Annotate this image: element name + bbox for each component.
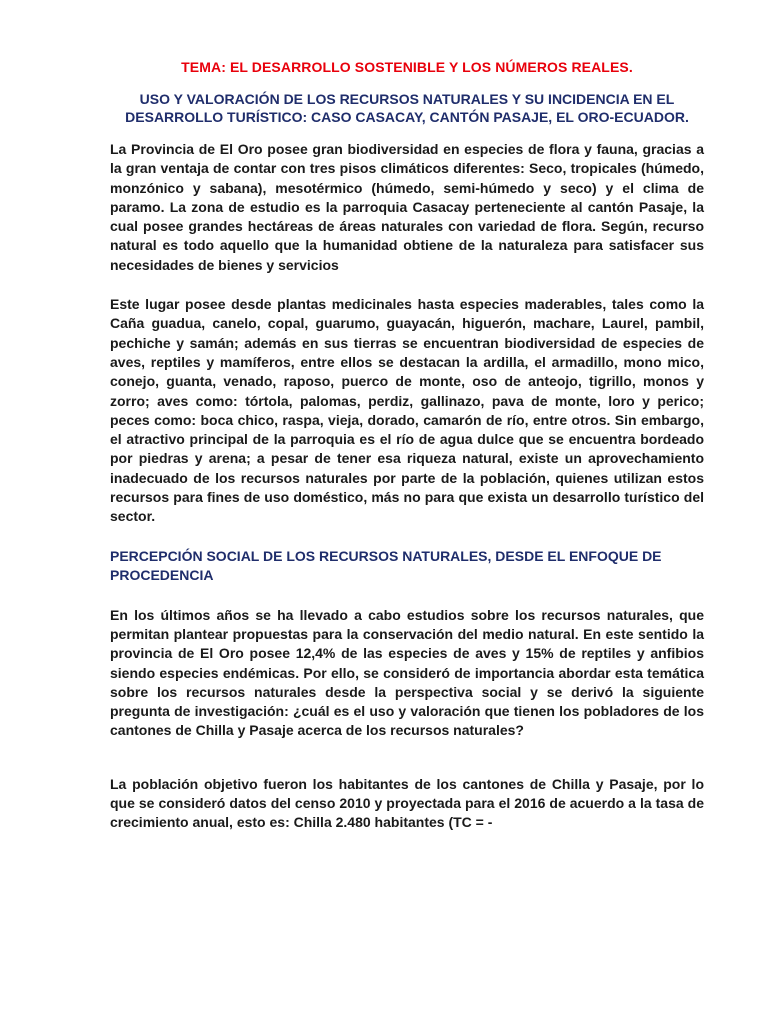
document-title: TEMA: EL DESARROLLO SOSTENIBLE Y LOS NÚMEROS REALES.	[181, 59, 633, 75]
document-page	[110, 58, 704, 833]
paragraph-species: Este lugar posee desde plantas medicinales hasta especies maderables, tales como la Caña guadua, canelo, copal, guarumo, guayacán, higuerón, machare, Laurel, pambil, pechiche y samán; además en sus tierras se encuentran biodiversidad de especies de aves, reptiles y mamíferos, entre ellos se destacan la ardilla, el armadillo, mono mico, conejo, guanta, venado, raposo, puerco de monte, oso de anteojo, tigrillo, monos y zorro; aves como: tórtola, palomas, perdiz, gallinazo, pava de monte, loro y perico; peces como: boca chico, raspa, vieja, dorado, camarón de río, entre otros. Sin embargo, el atractivo principal de la parroquia es el río de agua dulce que se encuentra bordeado por piedras y arena; a pesar de tener esa riqueza natural, existe un aprovechamiento inadecuado de los recursos naturales por parte de la población, quienes utilizan estos recursos para fines de uso doméstico, más no para que exista un desarrollo turístico del sector.	[110, 296, 704, 525]
paragraph-flora-fauna: La Provincia de El Oro posee gran biodiversidad en especies de flora y fauna, gracias a la gran ventaja de contar con tres pisos climáticos diferentes: Seco, tropicales (húmedo, monzónico y sabana), mesotérmico (húmedo, semi-húmedo y seco) y el clima de paramo. La zona de estudio es la parroquia Casacay perteneciente al cantón Pasaje, la cual posee grandes hectáreas de áreas naturales con variedad de flora. Según, recurso natural es todo aquello que la humanidad obtiene de la naturaleza para satisfacer sus necesidades de bienes y servicios	[110, 141, 704, 273]
paragraph-poblacion: La población objetivo fueron los habitantes de los cantones de Chilla y Pasaje, por lo que se consideró datos del censo 2010 y proyectada para el 2016 de acuerdo a la tasa de crecimiento anual, esto es: Chilla 2.480 habitantes (TC = -	[110, 775, 704, 831]
section-heading-percepcion: PERCEPCIÓN SOCIAL DE LOS RECURSOS NATURALES, DESDE EL ENFOQUE DE PROCEDENCIA	[110, 547, 662, 584]
document-subtitle: USO Y VALORACIÓN DE LOS RECURSOS NATURALES Y SU INCIDENCIA EN EL DESARROLLO TURÍSTICO: CASO CASACAY, CANTÓN PASAJE, EL ORO-ECUADOR.	[125, 91, 689, 125]
paragraph-estudios: En los últimos años se ha llevado a cabo estudios sobre los recursos naturales, que permitan plantear propuestas para la conservación del medio natural. En este sentido la provincia de El Oro posee 12,4% de las especies de aves y 15% de reptiles y anfibios siendo especies endémicas. Por ello, se consideró de importancia abordar esta temática sobre los recursos naturales desde la perspectiva social y se derivó la siguiente pregunta de investigación: ¿cuál es el uso y valoración que tienen los pobladores de los cantones de Chilla y Pasaje acerca de los recursos naturales?	[110, 606, 704, 739]
